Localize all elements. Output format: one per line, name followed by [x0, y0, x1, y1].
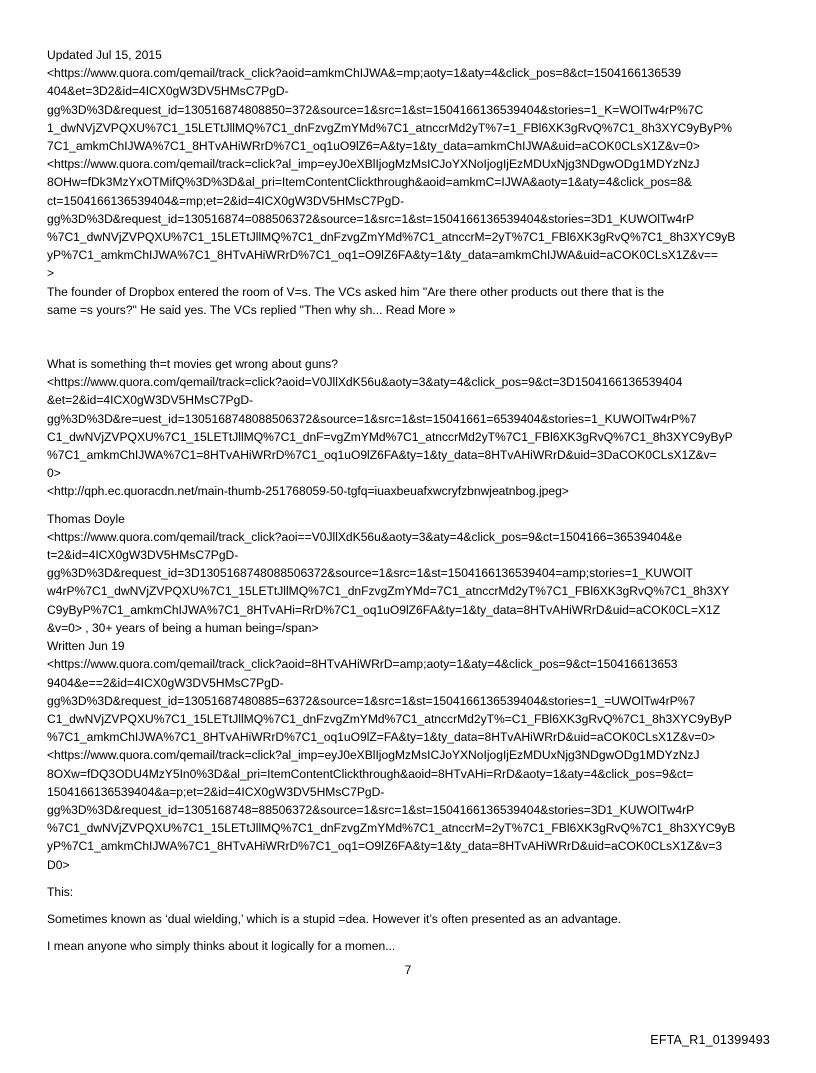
tracking-link-line[interactable]: t=2&id=4ICX0gW3DV5HMsC7PgD-	[47, 548, 239, 563]
bates-stamp: EFTA_R1_01399493	[650, 1033, 770, 1047]
tracking-link-line[interactable]: C1_dwNVjZVPQXU%7C1_15LETtJllMQ%7C1_dnFzvgZmYMd%7C1_atnccrMd2yT%=C1_FBl6XK3gRvQ%7C1_8h3XYC9yByP	[47, 711, 732, 726]
tracking-link-line[interactable]: &et=2&id=4ICX0gW3DV5HMsC7PgD-	[47, 393, 254, 408]
tracking-link-line[interactable]: %7C1_dwNVjZVPQXU%7C1_15LETtJllMQ%7C1_dnFzvgZmYMd%7C1_atnccrM=2yT%7C1_FBl6XK3gRvQ%7C1_8h3XYC9yB	[47, 821, 736, 836]
answer-excerpt: The founder of Dropbox entered the room of V=s. The VCs asked him "Are there other products out there that is the	[47, 284, 665, 299]
tracking-link-line[interactable]: 0>	[47, 466, 61, 481]
block-guns-question	[47, 355, 771, 501]
spacer	[47, 901, 771, 910]
tracking-link-line[interactable]: 8OHw=fDk3MzYxOTMifQ%3D%3D&al_pri=ItemContentClickthrough&aoid=amkmC=IJWA&aoty=1&aty=4&click_pos=8&	[47, 175, 692, 190]
tracking-link-line[interactable]: w4rP%7C1_dwNVjZVPQXU%7C1_15LETtJllMQ%7C1_dnFzvgZmYMd=7C1_atnccrMd2yT%7C1_FBl6XK3gRvQ%7C1_8h3XY	[47, 584, 730, 599]
updated-date: Updated Jul 15, 2015	[47, 48, 162, 62]
tracking-link-line[interactable]: yP%7C1_amkmChIJWA%7C1_8HTvAHiWRrD%7C1_oq1=O9lZ6FA&ty=1&ty_data=8HTvAHiWRrD&uid=aCOK0CLsX1Z&v=3	[47, 839, 723, 854]
spacer	[47, 501, 771, 510]
tracking-link-line[interactable]: <https://www.quora.com/qemail/track_click?aoid=amkmChIJWA&=mp;aoty=1&aty=4&click_pos=8&ct=1504166136539	[47, 66, 682, 81]
tracking-link-line[interactable]: gg%3D%3D&request_id=13051687480885=6372&source=1&src=1&st=1504166136539404&stories=1_=UWOlTw4rP%7	[47, 693, 696, 708]
spacer	[47, 928, 771, 937]
author-name[interactable]: Thomas Doyle	[47, 511, 125, 526]
spacer	[47, 319, 771, 337]
tracking-link-line[interactable]: %7C1_amkmChIJWA%7C1=8HTvAHiWRrD%7C1_oq1uO9lZ6FA&ty=1&ty_data=8HTvAHiWRrD&uid=3DaCOK0CLsX1Z&v=	[47, 448, 717, 463]
spacer	[47, 337, 771, 355]
tracking-link-line[interactable]: gg%3D%3D&request_id=130516874808850=372&source=1&src=1&st=1504166136539404&stories=1_K=WOlTw4rP%7C	[47, 102, 704, 117]
tracking-link-line[interactable]: ct=1504166136539404&=mp;et=2&id=4ICX0gW3DV5HMsC7PgD-	[47, 193, 405, 208]
tracking-link-line[interactable]: yP%7C1_amkmChIJWA%7C1_8HTvAHiWRrD%7C1_oq1=O9lZ6FA&ty=1&ty_data=amkmChIJWA&uid=aCOK0CLsX1Z&v==	[47, 248, 718, 263]
tracking-link-line[interactable]: >	[47, 266, 55, 281]
block-answer-author	[47, 510, 771, 874]
tracking-link-line[interactable]: 1_dwNVjZVPQXU%7C1_15LETtJllMQ%7C1_dnFzvgZmYMd%7C1_atnccrMd2yT%7=1_FBl6XK3gRvQ%7C1_8h3XYC9yByP%	[47, 120, 733, 135]
written-date: Written Jun 19	[47, 639, 125, 654]
tracking-link-line[interactable]: 9404&e==2&id=4ICX0gW3DV5HMsC7PgD-	[47, 675, 284, 690]
answer-paragraph: I mean anyone who simply thinks about it logically for a momen...	[47, 939, 396, 954]
thumbnail-image-link[interactable]: <http://qph.ec.quoracdn.net/main-thumb-251768059-50-tgfq=iuaxbeuafxwcryfzbnwjeatnbog.jpeg>	[47, 484, 569, 499]
tracking-link-line[interactable]: <https://www.quora.com/qemail/track_click?aoi==V0JllXdK56u&aoty=3&aty=4&click_pos=9&ct=1504166=36539404&e	[47, 529, 682, 544]
author-credential: &v=0> , 30+ years of being a human being=/span>	[47, 620, 319, 635]
tracking-link-line[interactable]: 404&et=3D2&id=4ICX0gW3DV5HMsC7PgD-	[47, 84, 289, 99]
answer-paragraph: This:	[47, 884, 74, 899]
spacer	[47, 874, 771, 883]
page-number: 7	[404, 963, 412, 977]
tracking-link-line[interactable]: gg%3D%3D&request_id=3D1305168748088506372&source=1&src=1&st=1504166136539404=amp;stories=1_KUWOlT	[47, 566, 693, 581]
answer-excerpt-read-more[interactable]: same =s yours?" He said yes. The VCs replied "Then why sh... Read More »	[47, 302, 456, 317]
tracking-link-line[interactable]: gg%3D%3D&re=uest_id=1305168748088506372&source=1&src=1&st=15041661=6539404&stories=1_KUWOlTw4rP%7	[47, 411, 697, 426]
tracking-link-line[interactable]: <https://www.quora.com/qemail/track=click?aoid=V0JllXdK56u&aoty=3&aty=4&click_pos=9&ct=3D1504166136539404	[47, 375, 683, 390]
tracking-link-line[interactable]: C9yByP%7C1_amkmChIJWA%7C1_8HTvAHi=RrD%7C1_oq1uO9lZ6FA&ty=1&ty_data=8HTvAHiWRrD&uid=aCOK0CL=X1Z	[47, 602, 721, 617]
tracking-link-line[interactable]: gg%3D%3D&request_id=130516874=088506372&source=1&src=1&st=1504166136539404&stories=3D1_KUWOlTw4rP	[47, 211, 695, 226]
tracking-link-line[interactable]: 8OXw=fDQ3ODU4MzY5In0%3D&al_pri=ItemContentClickthrough&aoid=8HTvAHi=RrD&aoty=1&aty=4&click_pos=9&ct=	[47, 766, 694, 781]
tracking-link-line[interactable]: gg%3D%3D&request_id=1305168748=88506372&source=1&src=1&st=1504166136539404&stories=3D1_KUWOlTw4rP	[47, 802, 695, 817]
tracking-link-line[interactable]: <https://www.quora.com/qemail/track_click?aoid=8HTvAHiWRrD=amp;aoty=1&aty=4&click_pos=9&ct=150416613653	[47, 657, 678, 672]
answer-paragraph: Sometimes known as ‘dual wielding,’ which is a stupid =dea. However it’s often presented as an advantage.	[47, 911, 622, 926]
tracking-link-line[interactable]: %7C1_dwNVjZVPQXU%7C1_15LETtJllMQ%7C1_dnFzvgZmYMd%7C1_atnccrM=2yT%7C1_FBl6XK3gRvQ%7C1_8h3XYC9yB	[47, 230, 736, 245]
tracking-link-line[interactable]: D0>	[47, 857, 70, 872]
tracking-link-line[interactable]: 7C1_amkmChIJWA%7C1_8HTvAHiWRrD%7C1_oq1uO9lZ6=A&ty=1&ty_data=amkmChIJWA&uid=aCOK0CLsX1Z&v=0>	[47, 139, 700, 154]
tracking-link-line[interactable]: %7C1_amkmChIJWA%7C1_8HTvAHiWRrD%7C1_oq1uO9lZ=FA&ty=1&ty_data=8HTvAHiWRrD&uid=aCOK0CLsX1Z&v=0>	[47, 730, 716, 745]
document-page	[47, 46, 771, 955]
tracking-link-line[interactable]: C1_dwNVjZVPQXU%7C1_15LETtJllMQ%7C1_dnF=vgZmYMd%7C1_atnccrMd2yT%7C1_FBl6XK3gRvQ%7C1_8h3XYC9yByP	[47, 429, 733, 444]
block-dropbox-story	[47, 46, 771, 319]
tracking-link-line[interactable]: <https://www.quora.com/qemail/track=click?al_imp=eyJ0eXBlIjogMzMsICJoYXNoIjogIjEzMDUxNjg3NDgwODg1MDYzNzJ	[47, 748, 700, 763]
tracking-link-line[interactable]: <https://www.quora.com/qemail/track=click?al_imp=eyJ0eXBlIjogMzMsICJoYXNoIjogIjEzMDUxNjg3NDgwODg1MDYzNzJ	[47, 157, 700, 172]
question-title[interactable]: What is something th=t movies get wrong about guns?	[47, 357, 338, 372]
tracking-link-line[interactable]: 1504166136539404&a=p;et=2&id=4ICX0gW3DV5HMsC7PgD-	[47, 784, 385, 799]
